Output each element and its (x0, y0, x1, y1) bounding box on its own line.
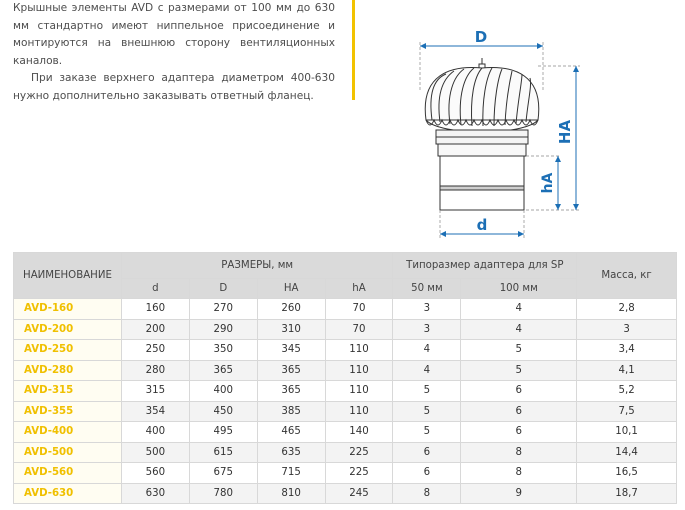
cell-name: AVD-280 (14, 360, 122, 381)
table-row (14, 381, 677, 402)
cell-d: 250 (121, 340, 189, 361)
cell-D: 780 (189, 483, 257, 504)
nipple-pipe (438, 144, 526, 210)
table-row (14, 299, 677, 320)
cell-mass: 10,1 (577, 422, 677, 443)
cell-a50: 3 (393, 299, 461, 320)
cell-a100: 5 (461, 360, 577, 381)
cell-a100: 6 (461, 401, 577, 422)
cell-a100: 9 (461, 483, 577, 504)
cell-a50: 3 (393, 319, 461, 340)
cell-a100: 5 (461, 340, 577, 361)
cell-D: 350 (189, 340, 257, 361)
cell-name: AVD-200 (14, 319, 122, 340)
cell-a50: 5 (393, 422, 461, 443)
header-name: НАИМЕНОВАНИЕ (14, 253, 122, 299)
intro-text (13, 0, 335, 106)
cell-mass: 7,5 (577, 401, 677, 422)
label-HA: HA (556, 119, 574, 145)
cell-a100: 6 (461, 422, 577, 443)
cell-name: AVD-630 (14, 483, 122, 504)
accent-divider (352, 0, 355, 100)
cell-HA: 810 (257, 483, 325, 504)
cell-HA: 260 (257, 299, 325, 320)
cell-d: 200 (121, 319, 189, 340)
intro-paragraph-1: Крышные элементы AVD с размерами от 100 мм до 630 мм стандартно имеют ниппельное присоединение и монтируются на внешнюю сторону вентиляционных каналов. (13, 2, 335, 67)
spec-table (13, 252, 677, 504)
label-D: D (474, 28, 488, 46)
cell-a50: 5 (393, 381, 461, 402)
cell-d: 400 (121, 422, 189, 443)
cell-name: AVD-560 (14, 463, 122, 484)
header-sizes: РАЗМЕРЫ, мм (121, 253, 393, 279)
cell-mass: 3 (577, 319, 677, 340)
cell-a100: 4 (461, 299, 577, 320)
cell-a100: 8 (461, 463, 577, 484)
header-HA: HA (257, 279, 325, 299)
table-row (14, 401, 677, 422)
cell-hA: 110 (325, 360, 393, 381)
cell-hA: 225 (325, 463, 393, 484)
turbine-head (425, 58, 539, 144)
cell-a50: 5 (393, 401, 461, 422)
cell-HA: 310 (257, 319, 325, 340)
cell-name: AVD-315 (14, 381, 122, 402)
header-mass: Масса, кг (577, 253, 677, 299)
cell-mass: 4,1 (577, 360, 677, 381)
cell-HA: 635 (257, 442, 325, 463)
cell-hA: 225 (325, 442, 393, 463)
header-adapter-100: 100 мм (461, 279, 577, 299)
cell-d: 560 (121, 463, 189, 484)
table-row (14, 422, 677, 443)
cell-d: 315 (121, 381, 189, 402)
cell-mass: 5,2 (577, 381, 677, 402)
cell-a50: 4 (393, 360, 461, 381)
cell-D: 400 (189, 381, 257, 402)
cell-d: 630 (121, 483, 189, 504)
cell-HA: 365 (257, 381, 325, 402)
table-row (14, 483, 677, 504)
cell-a50: 8 (393, 483, 461, 504)
cell-D: 450 (189, 401, 257, 422)
table-row (14, 340, 677, 361)
cell-name: AVD-250 (14, 340, 122, 361)
cell-name: AVD-355 (14, 401, 122, 422)
header-hA: hA (325, 279, 393, 299)
cell-D: 675 (189, 463, 257, 484)
cell-d: 160 (121, 299, 189, 320)
cell-hA: 140 (325, 422, 393, 443)
cell-HA: 385 (257, 401, 325, 422)
cell-D: 270 (189, 299, 257, 320)
cell-a50: 6 (393, 442, 461, 463)
cell-HA: 345 (257, 340, 325, 361)
cell-a100: 4 (461, 319, 577, 340)
intro-paragraph-2: При заказе верхнего адаптера диаметром 400-630 нужно дополнительно заказывать ответный фланец. (13, 72, 335, 102)
table-row (14, 442, 677, 463)
cell-HA: 465 (257, 422, 325, 443)
cell-d: 354 (121, 401, 189, 422)
cell-mass: 16,5 (577, 463, 677, 484)
cell-mass: 3,4 (577, 340, 677, 361)
cell-mass: 2,8 (577, 299, 677, 320)
header-D: D (189, 279, 257, 299)
cell-hA: 70 (325, 299, 393, 320)
cell-D: 495 (189, 422, 257, 443)
cell-a50: 6 (393, 463, 461, 484)
header-adapter: Типоразмер адаптера для SP (393, 253, 577, 279)
cell-mass: 18,7 (577, 483, 677, 504)
table-row (14, 360, 677, 381)
cell-name: AVD-160 (14, 299, 122, 320)
cell-hA: 245 (325, 483, 393, 504)
cell-name: AVD-500 (14, 442, 122, 463)
cell-hA: 70 (325, 319, 393, 340)
dimension-d (440, 210, 524, 238)
cell-D: 365 (189, 360, 257, 381)
cell-HA: 715 (257, 463, 325, 484)
cell-a100: 8 (461, 442, 577, 463)
label-d: d (476, 216, 488, 234)
turbine-drawing (370, 20, 585, 245)
label-hA: hA (540, 172, 556, 194)
cell-D: 615 (189, 442, 257, 463)
dimension-hA (526, 156, 561, 210)
cell-d: 500 (121, 442, 189, 463)
cell-hA: 110 (325, 381, 393, 402)
header-d: d (121, 279, 189, 299)
cell-HA: 365 (257, 360, 325, 381)
cell-mass: 14,4 (577, 442, 677, 463)
cell-a50: 4 (393, 340, 461, 361)
cell-hA: 110 (325, 401, 393, 422)
header-adapter-50: 50 мм (393, 279, 461, 299)
cell-a100: 6 (461, 381, 577, 402)
cell-hA: 110 (325, 340, 393, 361)
cell-D: 290 (189, 319, 257, 340)
cell-name: AVD-400 (14, 422, 122, 443)
cell-d: 280 (121, 360, 189, 381)
table-row (14, 319, 677, 340)
table-row (14, 463, 677, 484)
